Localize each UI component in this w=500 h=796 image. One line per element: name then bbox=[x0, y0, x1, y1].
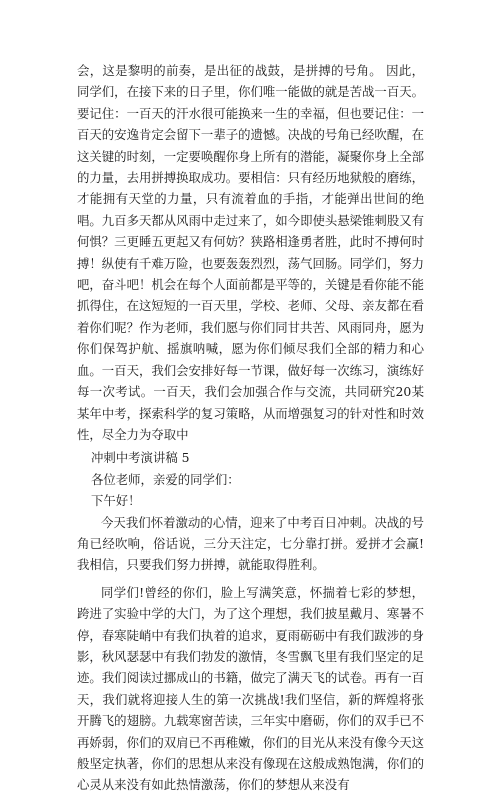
greeting: 下午好！ bbox=[91, 493, 141, 509]
paragraph-opening: 今天我们怀着激动的心情，迎来了中考百日冲刺。决战的号角已经吹响，俗话说，三分天注定，七分靠打拼。爱拼才会赢!我相信，只要我们努力拼搏，就能取得胜利。 bbox=[77, 514, 424, 573]
salutation: 各位老师，亲爱的同学们： bbox=[91, 471, 240, 487]
document-body bbox=[77, 60, 424, 796]
speech-title: 冲刺中考演讲稿 5 bbox=[91, 450, 190, 466]
paragraph-continuation: 会，这是黎明的前奏，是出征的战鼓，是拼搏的号角。 因此，同学们，在接下来的日子里，你们唯一能做的就是苦战一百天。要记住：一百天的汗水很可能换来一生的幸福，但也要记住：一百天的安逸肯定会留下一辈子的遗憾。决战的号角已经吹醒，在这关键的时刻，一定要唤醒你身上所有的潜能，凝聚你身上全部的力量，去用拼搏换取成功。要相信：只有经历地狱般的磨练，才能拥有天堂的力量，只有流着血的手指，才能弹出世间的绝唱。九百多天都从风雨中走过来了，如今即使头悬梁锥刺股又有何惧？三更睡五更起又有何妨？狭路相逢勇者胜，此时不搏何时搏！纵使有千难万险，也要轰轰烈烈，荡气回肠。同学们，努力吧，奋斗吧！机会在每个人面前都是平等的，关键是看你能不能抓得住，在这短短的一百天里，学校、老师、父母、亲友都在看着你们呢？作为老师，我们愿与你们同甘共苦、风雨同舟，愿为你们保驾护航、摇旗呐喊，愿为你们倾尽我们全部的精力和心血。一百天，我们会安排好每一节课，做好每一次练习，演练好每一次考试。一百天，我们会加强合作与交流，共同研究20某某年中考，探索科学的复习策略，从而增强复习的针对性和时效性，尽全力为夺取中 bbox=[77, 63, 424, 442]
paragraph-body: 同学们!曾经的你们，脸上写满笑意，怀揣着七彩的梦想，跨进了实验中学的大门，为了这个理想，我们披星戴月、寒暑不停，春寒陡峭中有我们执着的追求，夏雨砺砺中有我们跋涉的身影，秋风瑟瑟中有我们勃发的激情，冬雪飘飞里有我们坚定的足迹。我们阅读过挪成山的书籍，做完了满天飞的试卷。再有一百天，我们就将迎接人生的第一次挑战!我们坚信，新的辉煌将张开腾飞的翅膀。九载寒窗苦读，三年实中磨砺，你们的双手已不再娇弱，你们的双肩已不再稚嫩，你们的目光从来没有像今天这般坚定执著，你们的思想从来没有像现在这般成熟饱满，你们的心灵从来没有如此热情激荡，你们的梦想从来没有 bbox=[77, 584, 424, 793]
